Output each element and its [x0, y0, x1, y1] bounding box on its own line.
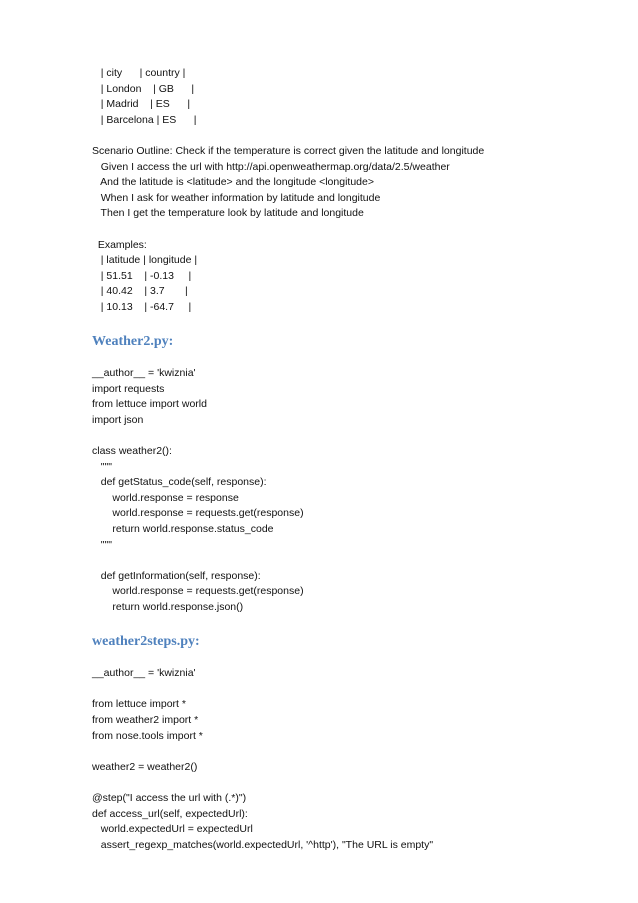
text-line: from lettuce import world [92, 398, 207, 411]
text-line: """ [92, 460, 112, 473]
weather2-py-section [92, 333, 612, 616]
blank-line [92, 351, 612, 367]
text-line: import json [92, 413, 144, 426]
text-line: world.expectedUrl = expectedUrl [92, 823, 253, 836]
text-line: Examples: [92, 238, 147, 251]
text-line: from nose.tools import * [92, 729, 203, 742]
text-line: return world.response.status_code [92, 523, 274, 536]
text-line: def getInformation(self, response): [92, 569, 261, 582]
blank-line [92, 682, 612, 698]
blank-line [92, 128, 612, 144]
text-line: | Barcelona | ES | [92, 113, 197, 126]
text-line: world.response = requests.get(response) [92, 507, 304, 520]
text-line: @step("I access the url with (.*)") [92, 791, 247, 804]
text-line: world.response = requests.get(response) [92, 585, 304, 598]
text-line: def getStatus_code(self, response): [92, 476, 267, 489]
text-line: return world.response.json() [92, 601, 244, 613]
blank-line [92, 553, 612, 569]
text-line: Scenario Outline: Check if the temperature is correct given the latitude and longitude [92, 144, 485, 157]
text-line: """ [92, 538, 112, 551]
text-line: | latitude | longitude | [92, 254, 198, 267]
feature-table-section [92, 66, 612, 316]
text-line: Given I access the url with http://api.openweathermap.org/data/2.5/weather [92, 160, 450, 173]
section-heading: Weather2.py: [92, 333, 174, 349]
text-line: def access_url(self, expectedUrl): [92, 807, 248, 820]
text-line: | city | country | [92, 67, 186, 79]
blank-line [92, 775, 612, 791]
text-line: world.response = response [92, 491, 239, 504]
text-line: from weather2 import * [92, 713, 199, 726]
text-line: from lettuce import * [92, 698, 186, 711]
text-line: __author__ = 'kwiznia' [92, 667, 196, 680]
text-line: | Madrid | ES | [92, 98, 191, 111]
text-line: | 51.51 | -0.13 | [92, 269, 192, 282]
section-heading: weather2steps.py: [92, 633, 200, 649]
text-line: assert_regexp_matches(world.expectedUrl, '^http'), "The URL is empty" [92, 838, 434, 851]
text-line: __author__ = 'kwiznia' [92, 367, 196, 380]
text-line: class weather2(): [92, 445, 172, 458]
text-line: | 10.13 | -64.7 | [92, 300, 192, 313]
text-line: When I ask for weather information by latitude and longitude [92, 191, 381, 204]
blank-line [92, 651, 612, 667]
text-line: Then I get the temperature look by latitude and longitude [92, 207, 364, 220]
text-line: | 40.42 | 3.7 | [92, 285, 188, 298]
document-page [92, 66, 612, 853]
text-line: import requests [92, 382, 165, 395]
blank-line [92, 222, 612, 238]
text-line: | London | GB | [92, 82, 195, 95]
blank-line [92, 744, 612, 760]
text-line: weather2 = weather2() [92, 760, 198, 773]
weather2steps-py-section [92, 633, 612, 854]
text-line: And the latitude is <latitude> and the longitude <longitude> [92, 176, 374, 189]
blank-line [92, 428, 612, 444]
